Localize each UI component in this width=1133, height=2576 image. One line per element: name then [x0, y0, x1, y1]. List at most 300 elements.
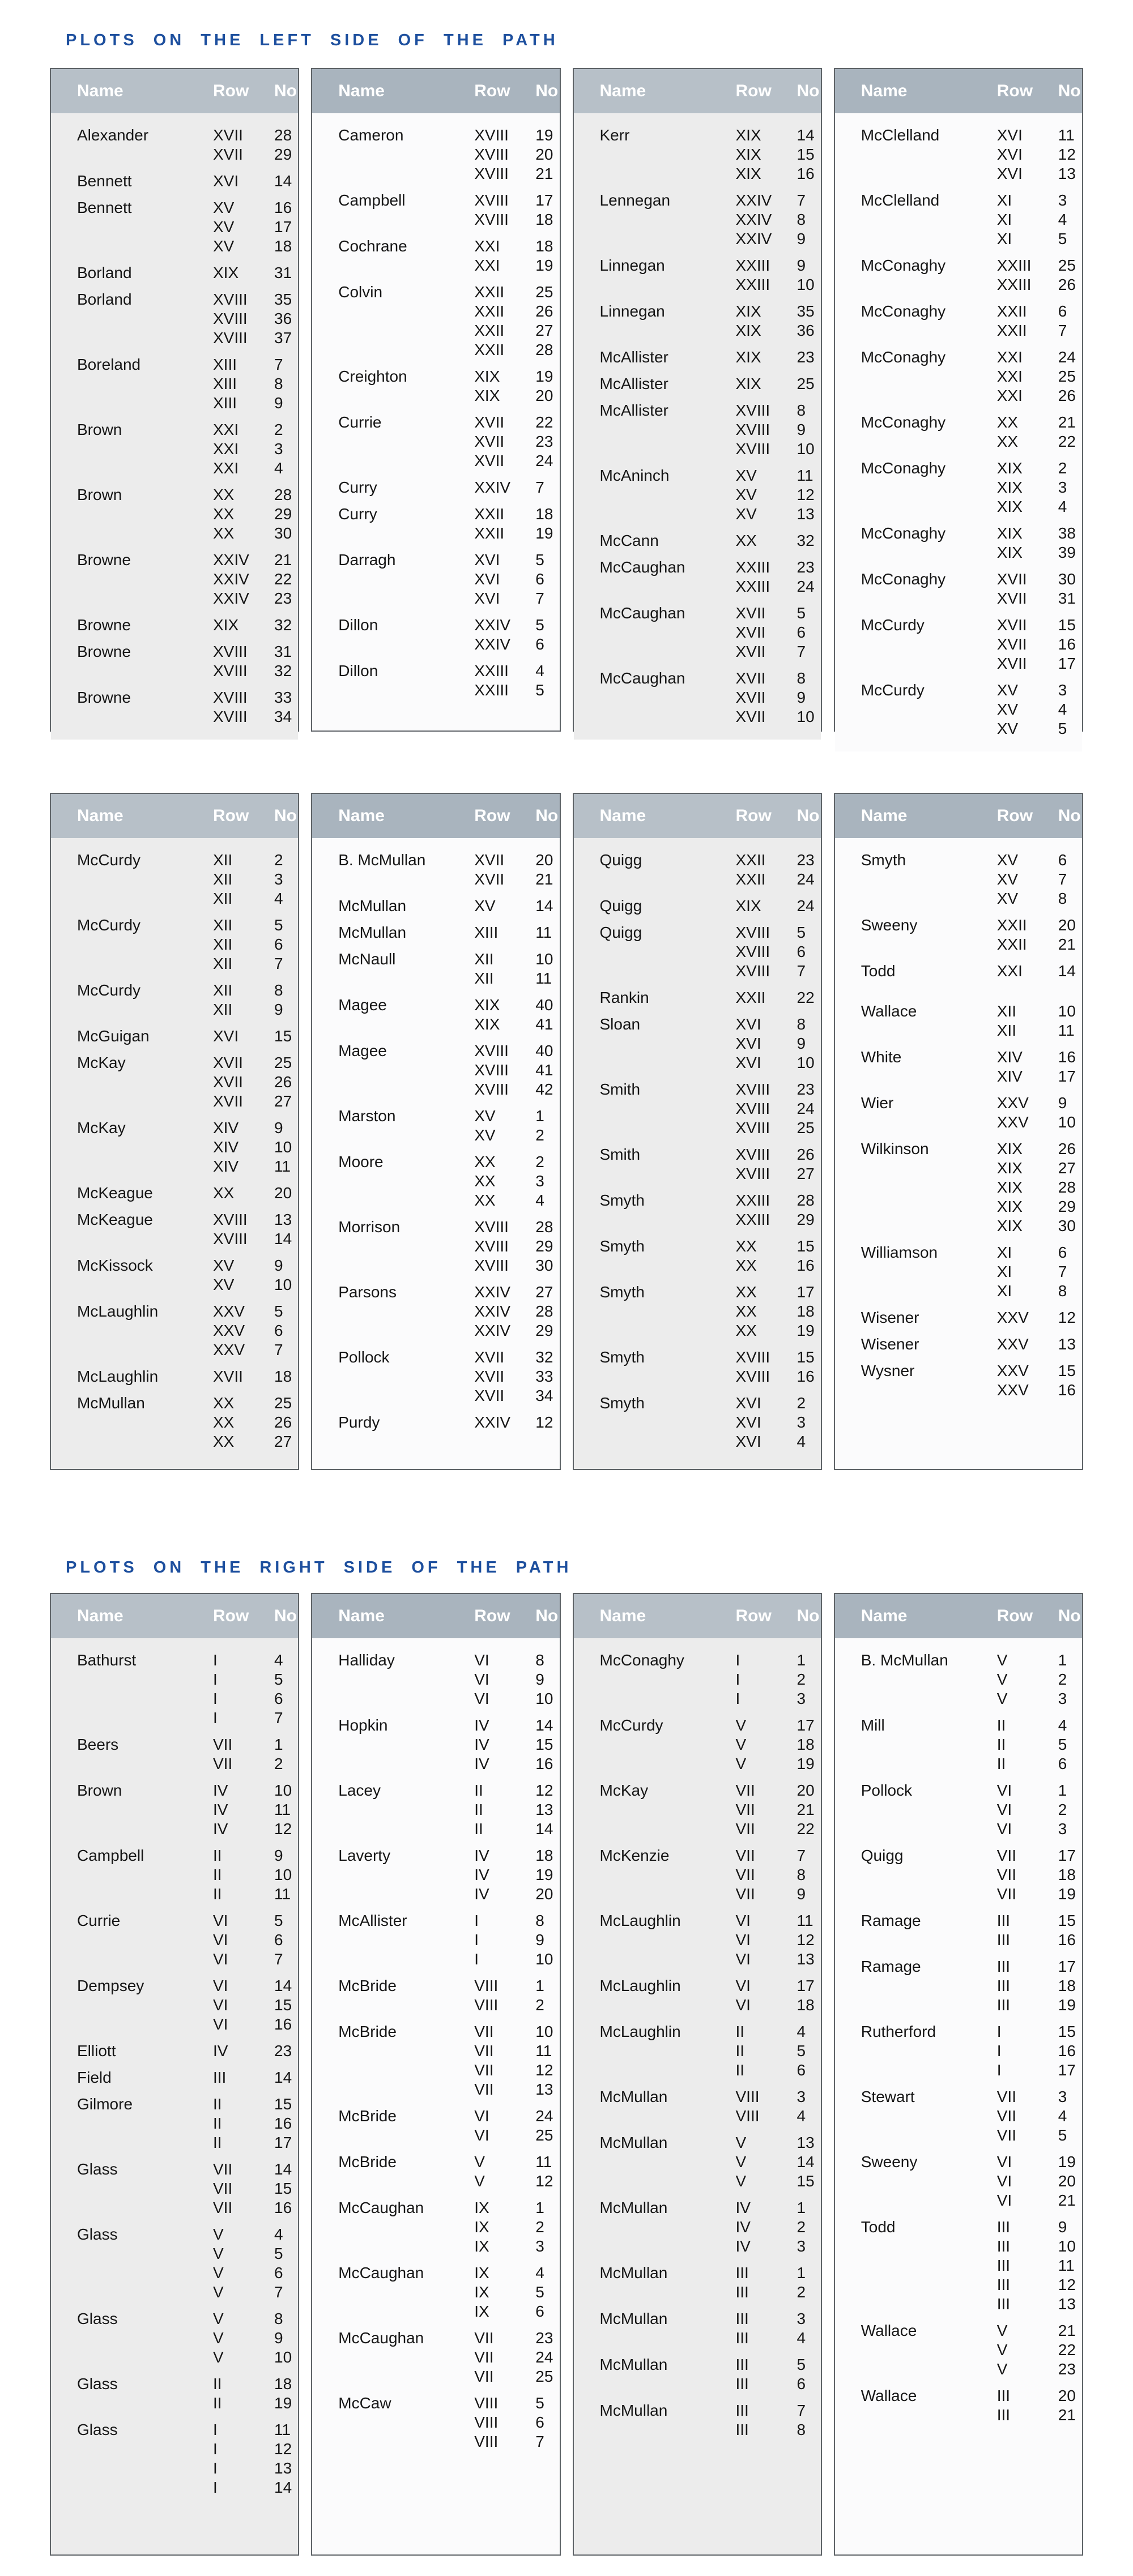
plot-entry	[338, 478, 559, 497]
plot-name: McCaughan	[338, 2264, 424, 2282]
plot-entry	[77, 1000, 298, 1019]
plot-row: XVIII	[213, 662, 248, 680]
plot-group	[600, 896, 821, 916]
plot-name	[600, 642, 736, 661]
plot-row: XXV	[213, 1302, 245, 1320]
plot-entry	[77, 2015, 298, 2034]
plot-row: IV	[474, 1866, 489, 1883]
plot-entry	[600, 642, 821, 661]
plot-row: XVII	[474, 851, 505, 869]
plot-row: XXIV	[474, 1302, 511, 1320]
plot-entry	[338, 2218, 559, 2237]
plot-no: 4	[274, 890, 283, 907]
plot-name	[338, 1061, 474, 1080]
plot-name	[338, 164, 474, 183]
plot-entry	[861, 2237, 1082, 2256]
plot-no: 4	[796, 2329, 806, 2347]
plot-no: 11	[535, 969, 552, 987]
plot-row: IX	[474, 2218, 489, 2236]
plot-no: 1	[796, 1651, 806, 1669]
plot-entry	[861, 935, 1082, 954]
plot-entry	[77, 1184, 298, 1203]
plot-name	[861, 1067, 997, 1086]
plot-entry	[338, 1061, 559, 1080]
column-header-row	[312, 69, 559, 113]
plot-row: XIX	[996, 1140, 1023, 1157]
plot-name	[338, 302, 474, 321]
plot-name: McCaughan	[599, 604, 685, 622]
plot-no: 26	[1058, 387, 1076, 404]
plot-row: XIX	[996, 524, 1023, 542]
plot-entry	[600, 2041, 821, 2061]
plot-name	[861, 2126, 997, 2145]
plot-row: XXIII	[735, 257, 770, 274]
plot-no: 4	[1058, 498, 1067, 515]
plot-row: XXI	[996, 387, 1023, 404]
plot-row: XIX	[996, 498, 1023, 515]
plot-row: II	[213, 1885, 222, 1903]
plot-entry	[861, 1178, 1082, 1197]
plot-row: I	[735, 1671, 740, 1688]
plot-group	[600, 466, 821, 524]
plot-no: 35	[796, 302, 815, 320]
plot-row: XIX	[996, 479, 1023, 496]
plot-name: McGuigan	[77, 1027, 150, 1045]
plot-name	[861, 1865, 997, 1885]
plot-group	[77, 172, 298, 191]
plot-row: VI	[996, 1801, 1012, 1818]
plot-row: VII	[213, 2199, 233, 2216]
plot-name: McCaughan	[599, 558, 685, 576]
plot-entry	[77, 2244, 298, 2263]
plot-name	[861, 1735, 997, 1754]
plot-row: I	[474, 1950, 479, 1968]
plot-group	[861, 126, 1082, 183]
plot-entry	[861, 2061, 1082, 2080]
plot-group	[861, 413, 1082, 451]
plot-name	[861, 889, 997, 908]
plot-entry	[77, 1651, 298, 1670]
plot-entry	[861, 413, 1082, 432]
plot-no: 14	[274, 1230, 292, 1248]
plot-entry	[600, 1394, 821, 1413]
plot-row: VI	[996, 1782, 1012, 1799]
plot-no: 14	[274, 2479, 292, 2496]
plot-entry	[600, 466, 821, 485]
plot-no: 17	[1058, 1067, 1076, 1085]
plot-row: XX	[735, 532, 757, 549]
plot-no: 6	[1058, 1755, 1067, 1772]
plot-table-right	[50, 1593, 1083, 2556]
plot-no: 15	[1058, 1362, 1076, 1379]
plot-group	[861, 2087, 1082, 2145]
plot-row: VII	[996, 2126, 1016, 2144]
plot-no: 18	[535, 237, 553, 255]
plot-row: XIX	[996, 1159, 1023, 1177]
plot-name: Linnegan	[599, 302, 665, 320]
plot-name	[861, 2256, 997, 2275]
plot-row: I	[213, 1671, 218, 1688]
plot-no: 10	[274, 1276, 292, 1293]
plot-row: II	[213, 2394, 222, 2412]
plot-no: 10	[535, 2023, 553, 2040]
plot-group	[861, 2386, 1082, 2425]
plot-row: I	[213, 1690, 218, 1707]
plot-name	[77, 2440, 213, 2459]
plot-no: 15	[274, 1996, 292, 2014]
plot-table-left-lower	[50, 793, 1083, 1470]
plot-entry	[861, 543, 1082, 562]
plot-name: McConaghy	[861, 570, 946, 588]
plot-group	[338, 2152, 559, 2191]
plot-name	[77, 2179, 213, 2198]
plot-entry	[861, 386, 1082, 405]
plot-entry	[77, 1138, 298, 1157]
plot-row: VI	[213, 1950, 228, 1968]
plot-entry	[600, 2061, 821, 2080]
plot-no: 5	[535, 616, 544, 634]
plot-row: XXI	[996, 962, 1023, 980]
plot-group	[861, 191, 1082, 249]
plot-row: VII	[474, 2329, 494, 2347]
plot-no: 18	[1058, 1977, 1076, 1994]
plot-row: XIX	[996, 1198, 1023, 1215]
plot-row: V	[474, 2172, 485, 2190]
plot-entry	[600, 1413, 821, 1432]
plot-group	[600, 1651, 821, 1708]
plot-name: Bennett	[77, 172, 132, 190]
plot-row: II	[735, 2023, 745, 2040]
plot-no: 23	[274, 2042, 292, 2060]
plot-row: XVIII	[735, 962, 770, 980]
plot-row: XX	[735, 1302, 757, 1320]
plot-entry	[77, 2068, 298, 2087]
plot-group	[77, 263, 298, 283]
plot-row: V	[996, 2360, 1008, 2378]
plot-no: 11	[535, 2153, 552, 2171]
plot-group	[77, 550, 298, 608]
plot-name	[600, 870, 736, 889]
plot-entry	[861, 367, 1082, 386]
plot-row: I	[735, 1651, 740, 1669]
plot-panel	[311, 1593, 560, 2556]
column-header-row: Row	[735, 806, 772, 825]
plot-entry	[338, 996, 559, 1015]
plot-row: VI	[474, 1690, 489, 1707]
plot-entry	[861, 1670, 1082, 1689]
plot-panel	[573, 1593, 822, 2556]
plot-name: McConaghy	[861, 413, 946, 431]
plot-group	[861, 616, 1082, 673]
plot-entry	[77, 328, 298, 348]
plot-entry	[861, 2107, 1082, 2126]
plot-name	[77, 570, 213, 589]
plot-no: 9	[1058, 2218, 1067, 2236]
plot-row: XXI	[474, 237, 500, 255]
plot-row: XV	[735, 467, 757, 484]
plot-group	[600, 1080, 821, 1138]
plot-row: IV	[213, 1782, 228, 1799]
plot-group	[600, 558, 821, 596]
plot-row: XVIII	[474, 146, 509, 163]
plot-no: 10	[796, 1054, 815, 1071]
plot-no: 2	[1058, 1671, 1067, 1688]
plot-name	[861, 229, 997, 249]
plot-name: Smyth	[599, 1191, 645, 1209]
plot-row: XIX	[735, 348, 761, 366]
plot-row: IX	[474, 2264, 489, 2282]
plot-name: Beers	[77, 1736, 119, 1753]
plot-no: 34	[535, 1387, 553, 1404]
plot-name: Parsons	[338, 1283, 397, 1301]
plot-entry	[600, 1118, 821, 1138]
plot-name: Linnegan	[599, 257, 665, 274]
plot-group	[338, 237, 559, 275]
plot-entry	[861, 2406, 1082, 2425]
plot-entry	[77, 707, 298, 727]
plot-entry	[600, 2263, 821, 2283]
plot-no: 26	[796, 1146, 815, 1163]
plot-entry	[338, 661, 559, 681]
plot-entry	[338, 1237, 559, 1256]
plot-entry	[861, 2360, 1082, 2379]
plot-no: 16	[1058, 2042, 1076, 2060]
plot-entry	[600, 2152, 821, 2172]
plot-entry	[338, 2432, 559, 2451]
plot-no: 25	[274, 1394, 292, 1412]
plot-name: Sweeny	[861, 916, 918, 934]
plot-name	[77, 2133, 213, 2152]
plot-entry	[338, 2041, 559, 2061]
column-header-row: Row	[474, 82, 510, 100]
plot-panel	[50, 793, 299, 1470]
plot-list	[312, 113, 559, 730]
plot-list	[835, 113, 1082, 751]
plot-row: XVIII	[735, 943, 770, 960]
plot-row: VII	[735, 1820, 755, 1838]
plot-entry	[77, 1930, 298, 1950]
plot-row: V	[996, 1671, 1008, 1688]
plot-row: XXIII	[735, 1191, 770, 1209]
plot-no: 7	[274, 955, 283, 972]
plot-entry	[600, 1256, 821, 1275]
plot-group	[77, 1118, 298, 1176]
plot-row: XIX	[735, 146, 761, 163]
plot-no: 15	[796, 2172, 815, 2190]
plot-row: XXII	[996, 302, 1027, 320]
plot-entry	[861, 432, 1082, 451]
plot-no: 5	[796, 604, 806, 622]
plot-no: 12	[796, 486, 815, 503]
plot-name	[861, 2061, 997, 2080]
plot-row: VIII	[474, 1996, 499, 2014]
plot-name: Dillon	[338, 662, 378, 680]
plot-no: 14	[1058, 962, 1076, 980]
plot-group	[861, 459, 1082, 516]
plot-name	[600, 229, 736, 249]
plot-entry	[338, 923, 559, 942]
plot-name: Wisener	[861, 1335, 919, 1353]
plot-name: McMullan	[77, 1394, 145, 1412]
plot-row: XV	[213, 1276, 235, 1293]
plot-no: 7	[1058, 1263, 1067, 1280]
plot-name	[861, 275, 997, 294]
plot-name	[77, 1800, 213, 1819]
plot-no: 2	[1058, 459, 1067, 477]
plot-entry	[338, 1126, 559, 1145]
plot-group	[861, 1911, 1082, 1950]
plot-name	[338, 1819, 474, 1839]
plot-no: 25	[535, 2126, 553, 2144]
plot-no: 10	[535, 950, 553, 968]
plot-no: 21	[1058, 2322, 1076, 2339]
plot-entry	[861, 889, 1082, 908]
plot-row: V	[735, 2172, 747, 2190]
plot-name	[861, 2041, 997, 2061]
plot-name	[77, 459, 213, 478]
plot-name	[77, 1229, 213, 1249]
plot-entry	[861, 700, 1082, 719]
plot-no: 7	[796, 2402, 806, 2419]
plot-no: 3	[535, 1172, 544, 1190]
plot-no: 27	[535, 1283, 553, 1301]
plot-row: XVIII	[474, 1061, 509, 1079]
column-header-name: Name	[861, 82, 908, 100]
plot-group	[77, 616, 298, 635]
plot-name: Cochrane	[338, 237, 407, 255]
plot-entry	[338, 1976, 559, 1996]
plot-row: III	[996, 2237, 1011, 2255]
plot-no: 10	[274, 1866, 292, 1883]
plot-name	[338, 2367, 474, 2386]
plot-entry	[600, 439, 821, 459]
plot-group	[600, 1781, 821, 1839]
plot-no: 18	[535, 211, 553, 228]
plot-no: 35	[274, 291, 292, 308]
plot-no: 16	[796, 165, 815, 182]
column-header-row	[574, 794, 821, 838]
plot-row: XVIII	[213, 329, 248, 347]
plot-row: V	[213, 2245, 224, 2262]
plot-no: 5	[274, 916, 283, 934]
plot-no: 8	[535, 1651, 544, 1669]
plot-no: 15	[796, 146, 815, 163]
plot-entry	[77, 2225, 298, 2244]
plot-no: 9	[274, 394, 283, 412]
plot-row: XXIII	[735, 578, 770, 595]
plot-entry	[600, 558, 821, 577]
plot-name	[600, 2152, 736, 2172]
plot-entry	[861, 1048, 1082, 1067]
plot-name	[861, 2406, 997, 2425]
plot-entry	[77, 2459, 298, 2478]
plot-group	[77, 1210, 298, 1249]
plot-name	[77, 1321, 213, 1340]
plot-row: XXII	[996, 322, 1027, 339]
column-header-no: No	[535, 82, 559, 100]
plot-name	[338, 2413, 474, 2432]
plot-entry	[861, 719, 1082, 738]
plot-entry	[338, 1689, 559, 1708]
plot-no: 2	[535, 2218, 544, 2236]
plot-name: McAninch	[599, 467, 670, 484]
plot-no: 25	[274, 1054, 292, 1071]
plot-no: 19	[1058, 1885, 1076, 1903]
plot-no: 12	[796, 1931, 815, 1949]
plot-group	[861, 302, 1082, 340]
plot-row: XX	[735, 1283, 757, 1301]
plot-entry	[600, 870, 821, 889]
plot-entry	[861, 1216, 1082, 1236]
plot-row: VI	[996, 2153, 1012, 2171]
plot-row: VII	[474, 2042, 494, 2060]
plot-entry	[338, 1754, 559, 1774]
plot-group	[77, 1735, 298, 1774]
plot-row: XVIII	[735, 1146, 770, 1163]
plot-entry	[338, 681, 559, 700]
plot-entry	[77, 1073, 298, 1092]
plot-group	[600, 988, 821, 1007]
plot-name	[600, 2237, 736, 2256]
column-header-no: No	[274, 82, 297, 100]
plot-no: 6	[274, 1322, 283, 1339]
plot-row: XVI	[735, 1015, 761, 1033]
plot-row: III	[735, 2375, 749, 2393]
plot-row: XVI	[735, 1035, 761, 1052]
plot-entry	[600, 604, 821, 623]
plot-entry	[861, 497, 1082, 516]
plot-group	[600, 302, 821, 340]
plot-row: XVIII	[213, 708, 248, 725]
plot-name	[77, 935, 213, 954]
plot-name	[861, 478, 997, 497]
plot-no: 23	[535, 433, 553, 450]
plot-no: 19	[535, 1866, 553, 1883]
plot-entry	[600, 1237, 821, 1256]
plot-no: 24	[796, 578, 815, 595]
plot-row: XX	[213, 524, 235, 542]
plot-no: 8	[274, 2310, 283, 2327]
plot-no: 23	[1058, 2360, 1076, 2378]
plot-entry	[861, 164, 1082, 183]
plot-row: XV	[213, 218, 235, 236]
column-header-row	[51, 794, 298, 838]
plot-entry	[600, 1099, 821, 1118]
plot-entry	[77, 1256, 298, 1275]
plot-name	[338, 870, 474, 889]
plot-no: 9	[535, 1931, 544, 1949]
plot-group	[861, 348, 1082, 405]
plot-no: 3	[796, 2310, 806, 2327]
plot-row: VI	[735, 1950, 751, 1968]
plot-row: XI	[996, 1244, 1012, 1261]
plot-name: Lacey	[338, 1782, 381, 1799]
plot-no: 8	[796, 1015, 806, 1033]
plot-entry	[77, 1394, 298, 1413]
plot-row: XVII	[213, 1054, 243, 1071]
plot-no: 24	[535, 452, 553, 469]
plot-no: 32	[796, 532, 815, 549]
plot-no: 12	[1058, 2276, 1076, 2293]
plot-row: XXIV	[213, 551, 249, 569]
plot-no: 10	[1058, 1113, 1076, 1131]
plot-group	[338, 996, 559, 1034]
plot-name	[861, 1800, 997, 1819]
column-header-row: Row	[735, 1607, 772, 1625]
plot-no: 13	[535, 1801, 553, 1818]
plot-entry	[338, 1152, 559, 1172]
plot-no: 23	[535, 2329, 553, 2347]
